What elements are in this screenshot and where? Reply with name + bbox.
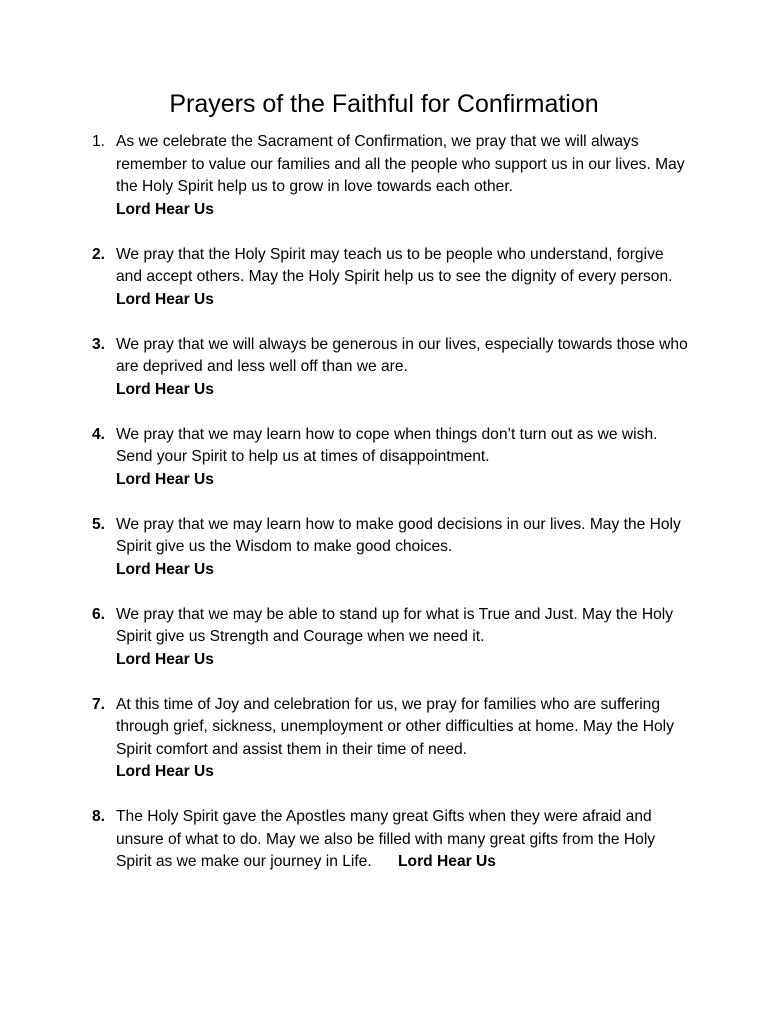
prayer-response: Lord Hear Us: [116, 380, 214, 398]
prayer-number: 3.: [92, 335, 106, 353]
prayer-item-2: [92, 244, 692, 312]
document-title: Prayers of the Faithful for Confirmation: [169, 90, 599, 118]
prayer-number: 2.: [92, 245, 106, 263]
prayer-item-5: [92, 514, 692, 582]
prayer-number: 6.: [92, 605, 106, 623]
prayer-text: We pray that the Holy Spirit may teach us to be people who understand, forgive and accept others. May the Holy Spirit help us to see the dignity of every person.: [116, 245, 673, 285]
prayer-response: Lord Hear Us: [116, 560, 214, 578]
prayer-item-6: [92, 604, 692, 672]
prayer-response: Lord Hear Us: [116, 763, 214, 780]
prayer-text: At this time of Joy and celebration for us, we pray for families who are suffering through grief, sickness, unemployment or other difficulties at home. May the Holy Spirit comfort and assist them in their time of need.: [116, 695, 674, 758]
prayer-item-1: [92, 131, 692, 221]
prayer-text: As we celebrate the Sacrament of Confirmation, we pray that we will always remember to value our families and all the people who support us in our lives. May the Holy Spirit help us to grow in love towards each other.: [116, 133, 685, 195]
prayer-response: Lord Hear Us: [116, 200, 214, 218]
prayer-response: Lord Hear Us: [116, 290, 214, 308]
prayer-item-8: [92, 806, 692, 874]
prayer-number: 7.: [92, 695, 106, 713]
prayer-item-3: [92, 334, 692, 402]
prayer-response: Lord Hear Us: [116, 470, 214, 488]
prayer-response: Lord Hear Us: [398, 853, 496, 870]
prayer-number: 8.: [92, 808, 106, 825]
prayer-number: 1.: [92, 133, 106, 150]
prayer-text: We pray that we will always be generous in our lives, especially towards those who are deprived and less well off than we are.: [116, 335, 688, 375]
prayer-text: The Holy Spirit gave the Apostles many great Gifts when they were afraid and unsure of what to do. May we also be filled with many great gifts from the Holy Spirit as we make our journey in Life.: [116, 808, 656, 870]
prayer-response: Lord Hear Us: [116, 650, 214, 668]
prayer-list: [92, 131, 692, 896]
prayer-item-7: [92, 694, 692, 784]
prayer-number: 4.: [92, 425, 106, 443]
prayer-text: We pray that we may be able to stand up for what is True and Just. May the Holy Spirit give us Strength and Courage when we need it.: [116, 605, 674, 645]
prayer-item-4: [92, 424, 692, 492]
prayer-number: 5.: [92, 515, 106, 533]
prayer-text: We pray that we may learn how to make good decisions in our lives. May the Holy Spirit give us the Wisdom to make good choices.: [116, 515, 681, 555]
prayer-text: We pray that we may learn how to cope when things don’t turn out as we wish. Send your Spirit to help us at times of disappointment.: [116, 425, 658, 465]
